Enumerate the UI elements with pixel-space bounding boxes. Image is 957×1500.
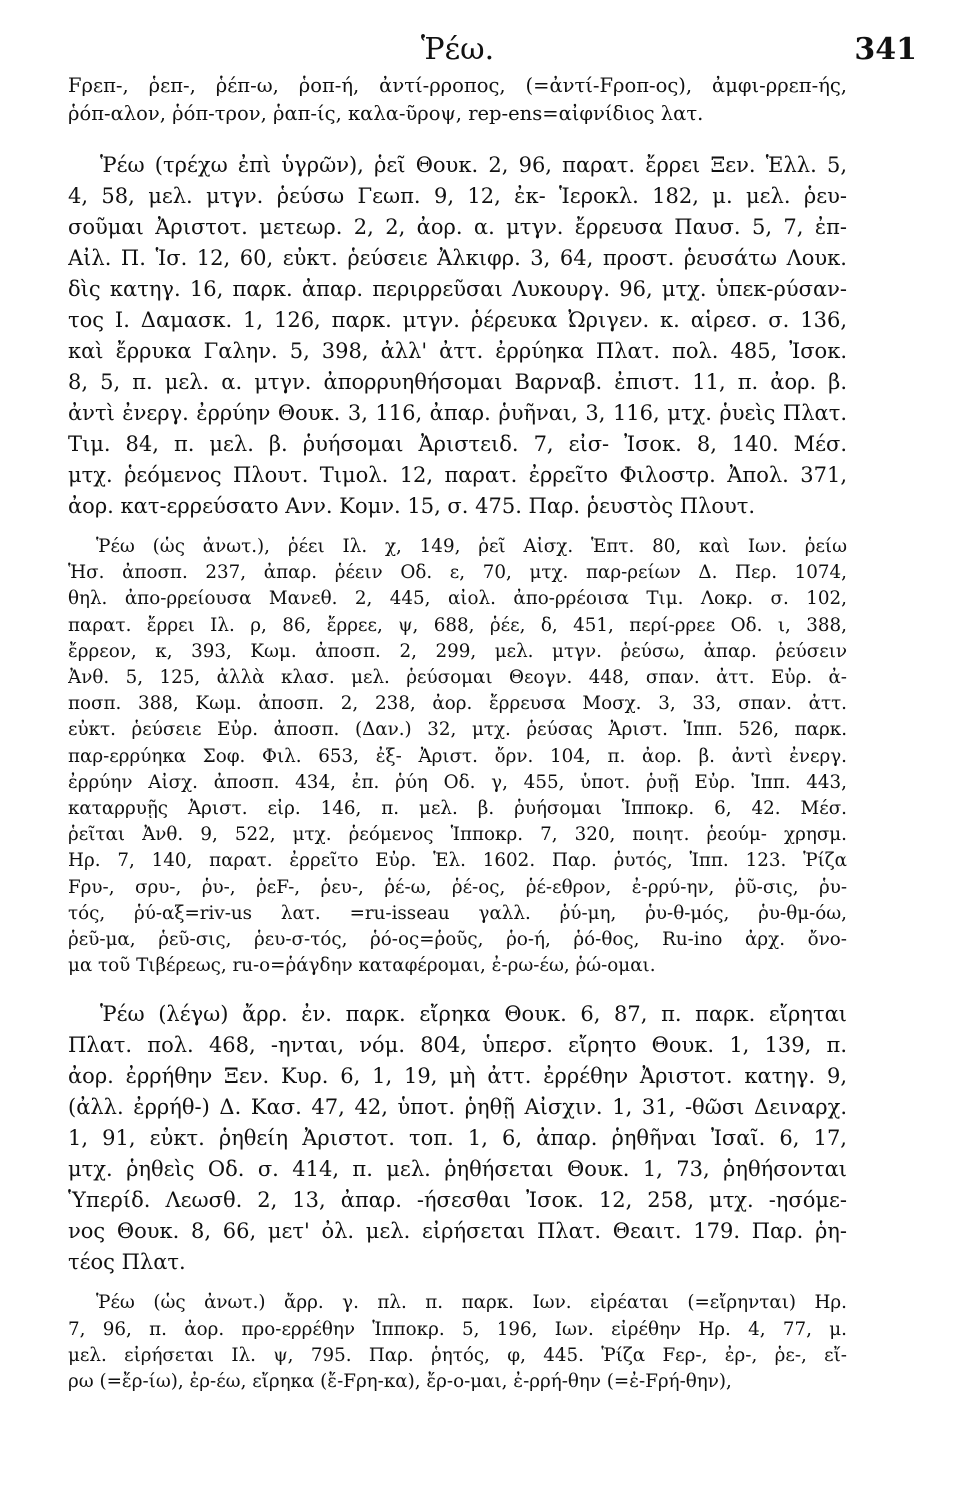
text-line: Ἡσ. ἀποσπ. 237, ἀπαρ. ῥέειν Οδ. ε, 70, μτχ. παρ-ρείων Δ. Περ. 1074, <box>68 562 847 584</box>
text-line: τος Ι. Δαμασκ. 1, 126, παρκ. μτγν. ῥέρευκα Ὠριγεν. κ. αἱρεσ. σ. 136, <box>68 308 847 332</box>
text-line: ρω (=ἔρ-ίω), ἐρ-έω, εἴρηκα (ἔ-Fρη-κα), ἔρ-ο-μαι, ἐ-ρρή-θην (=ἐ-Fρή-θην), <box>68 1371 732 1393</box>
text-line: Ῥέω (ὡς ἀνωτ.) ἄρρ. γ. πλ. π. παρκ. Ιων. εἰρέαται (=εἴρηνται) Ηρ. <box>96 1292 847 1314</box>
text-line: ἀορ. ἐρρήθην Ξεν. Κυρ. 6, 1, 19, μὴ ἀττ. ἐρρέθην Ἀριστοτ. κατηγ. 9, <box>68 1064 847 1089</box>
text-line: ἀορ. κατ-ερρεύσατο Ανν. Κομν. 15, σ. 475. Παρ. ῥευστὸς Πλουτ. <box>68 494 756 518</box>
text-line: Τιμ. 84, π. μελ. β. ῥυήσομαι Ἀριστειδ. 7, εἰσ- Ἰσοκ. 8, 140. Μέσ. <box>68 432 847 456</box>
text-line: 4, 58, μελ. μτγν. ῥεύσω Γεωπ. 9, 12, ἐκ- Ἱεροκλ. 182, μ. μελ. ῥευ- <box>68 184 847 208</box>
text-line: ῥεῖται Ἀνθ. 9, 522, μτχ. ῥεόμενος Ἱπποκρ. 7, 320, ποιητ. ῥεούμ- χρησμ. <box>68 824 847 846</box>
text-line: (ἀλλ. ἐρρήθ-) Δ. Κασ. 47, 42, ὑποτ. ῥηθῇ Αἰσχιν. 1, 31, -θῶσι Δειναρχ. <box>68 1095 847 1120</box>
text-line: Ὑπερίδ. Λεωσθ. 2, 13, ἀπαρ. -ήσεσθαι Ἰσοκ. 12, 258, μτχ. -ησόμε- <box>68 1188 847 1213</box>
entry-rheo-flow-epic <box>68 534 847 979</box>
text-line: σοῦμαι Ἀριστοτ. μετεωρ. 2, 2, ἀορ. α. μτγν. ἔρρευσα Παυσ. 5, 7, ἐπ- <box>68 215 847 239</box>
running-head <box>68 18 917 72</box>
entry-rheo-speak <box>68 999 847 1278</box>
text-line: ποσπ. 388, Κωμ. ἀποσπ. 2, 238, ἀορ. ἔρρευσα Μοσχ. 3, 33, σπαν. ἀττ. <box>68 693 847 715</box>
text-line: νος Θουκ. 8, 66, μετ' ὀλ. μελ. εἰρήσεται Πλατ. Θεαιτ. 179. Παρ. ῥη- <box>68 1219 847 1244</box>
text-line: Ῥέω (ὡς ἀνωτ.), ῥέει Ιλ. χ, 149, ῥεῖ Αἰσχ. Ἑπτ. 80, καὶ Ιων. ῥείω <box>96 536 847 557</box>
text-line: Fρεπ-, ῥεπ-, ῥέπ-ω, ῥοπ-ή, ἀντί-ρροπος, (=ἀντί-Fροπ-ος), ἀμφι-ρρεπ-ής, <box>68 74 847 97</box>
text-line: 1, 91, εὐκτ. ῥηθείη Ἀριστοτ. τοπ. 1, 6, ἀπαρ. ῥηθῆναι Ἰσαῖ. 6, 17, <box>68 1126 847 1151</box>
head-word: Ῥέω. <box>420 32 495 67</box>
text-line: καὶ ἔρρυκα Γαλην. 5, 398, ἀλλ' ἀττ. ἐρρύηκα Πλατ. πολ. 485, Ἰσοκ. <box>68 339 847 363</box>
text-line: ἔρρεον, κ, 393, Κωμ. ἀποσπ. 2, 299, μελ. μτγν. ῥεύσω, ἀπαρ. ῥεύσειν <box>68 640 847 662</box>
text-line: Αἰλ. Π. Ἱσ. 12, 60, εὐκτ. ῥεύσειε Ἀλκιφρ. 3, 64, προστ. ῥευσάτω Λουκ. <box>68 246 847 270</box>
text-line: παρατ. ἔρρει Ιλ. ρ, 86, ἔρρεε, ψ, 688, ῥέε, δ, 451, περί-ρρεε Οδ. ι, 388, <box>68 614 847 636</box>
text-line: θηλ. ἀπο-ρρείουσα Μανεθ. 2, 445, αἰολ. ἀπο-ρρέοισα Τιμ. Λοκρ. σ. 102, <box>68 588 847 610</box>
text-line: Ῥέω (τρέχω ἐπὶ ὑγρῶν), ῥεῖ Θουκ. 2, 96, παρατ. ἔρρει Ξεν. Ἑλλ. 5, <box>100 153 847 177</box>
text-body <box>68 72 847 1395</box>
text-line: Fρυ-, σρυ-, ῥυ-, ῥεF-, ῥευ-, ῥέ-ω, ῥέ-ος, ῥέ-εθρον, ἐ-ρρύ-ην, ῥῦ-σις, ῥυ- <box>68 876 847 898</box>
entry-rheo-flow <box>68 150 847 522</box>
text-line: ῥόπ-αλον, ῥόπ-τρον, ῥαπ-ίς, καλα-ῦροψ, rep-ens=αἰφνίδιος λατ. <box>68 102 704 125</box>
text-line: Ῥέω (λέγω) ἄρρ. ἐν. παρκ. εἴρηκα Θουκ. 6, 87, π. παρκ. εἴρηται <box>100 1002 847 1027</box>
entry-rheo-speak-epic <box>68 1290 847 1395</box>
text-line: 7, 96, π. ἀορ. προ-ερρέθην Ἱπποκρ. 5, 196, Ιων. εἰρέθην Ηρ. 4, 77, μ. <box>68 1318 847 1340</box>
text-line: μτχ. ῥεόμενος Πλουτ. Τιμολ. 12, παρατ. ἐρρεῖτο Φιλοστρ. Ἀπολ. 371, <box>68 463 847 487</box>
text-line: εὐκτ. ῥεύσειε Εὐρ. ἀποσπ. (Δαν.) 32, μτχ. ῥεύσας Ἀριστ. Ἱππ. 526, παρκ. <box>68 719 847 741</box>
page-number: 341 <box>854 32 917 67</box>
text-line: τός, ῥύ-αξ=riv-us λατ. =ru-isseau γαλλ. ῥύ-μη, ῥυ-θ-μός, ῥυ-θμ-όω, <box>68 902 847 924</box>
text-line: παρ-ερρύηκα Σοφ. Φιλ. 653, ἐξ- Ἀριστ. ὄρν. 104, π. ἀορ. β. ἀντὶ ἐνεργ. <box>68 745 847 767</box>
text-line: μτχ. ῥηθεὶς Οδ. σ. 414, π. μελ. ῥηθήσεται Θουκ. 1, 73, ῥηθήσονται <box>68 1157 847 1182</box>
text-line: δὶς κατηγ. 16, παρκ. ἀπαρ. περιρρεῦσαι Λυκουργ. 96, μτχ. ὑπεκ-ρύσαν- <box>68 277 847 301</box>
text-line: μελ. εἰρήσεται Ιλ. ψ, 795. Παρ. ῥητός, φ, 445. Ῥίζα Fερ-, ἐρ-, ῥε-, εἴ- <box>68 1344 847 1366</box>
text-line: Ἀνθ. 5, 125, ἀλλὰ κλασ. μελ. ῥεύσομαι Θεογν. 448, σπαν. ἀττ. Εὐρ. ἀ- <box>68 667 847 689</box>
text-line: ῥεῦ-μα, ῥεῦ-σις, ῥευ-σ-τός, ῥό-ος=ῥοῦς, ῥο-ή, ῥό-θος, Ru-ino ἀρχ. ὄνο- <box>68 929 847 951</box>
etymology-block <box>68 72 847 128</box>
text-line: ἀντὶ ἐνεργ. ἐρρύην Θουκ. 3, 116, ἀπαρ. ῥυῆναι, 3, 116, μτχ. ῥυεὶς Πλατ. <box>68 401 847 425</box>
text-line: 8, 5, π. μελ. α. μτγν. ἀπορρυηθήσομαι Βαρναβ. ἐπιστ. 11, π. ἀορ. β. <box>68 370 847 394</box>
text-line: καταρρυῇς Ἀριστ. εἰρ. 146, π. μελ. β. ῥυήσομαι Ἱπποκρ. 6, 42. Μέσ. <box>68 798 847 820</box>
text-line: τέος Πλατ. <box>68 1250 186 1275</box>
text-line: ἐρρύην Αἰσχ. ἀποσπ. 434, ἐπ. ῥύη Οδ. γ, 455, ὑποτ. ῥυῇ Εὐρ. Ἱππ. 443, <box>68 771 847 793</box>
text-line: Πλατ. πολ. 468, -ηνται, νόμ. 804, ὑπερσ. εἴρητο Θουκ. 1, 139, π. <box>68 1033 847 1058</box>
text-line: μα τοῦ Τιβέρεως, ru-o=ῥάγδην καταφέρομαι, ἐ-ρω-έω, ῥώ-ομαι. <box>68 955 656 977</box>
text-line: Ηρ. 7, 140, παρατ. ἐρρεῖτο Εὐρ. Ἑλ. 1602. Παρ. ῥυτός, Ἱππ. 123. Ῥίζα <box>68 850 847 872</box>
